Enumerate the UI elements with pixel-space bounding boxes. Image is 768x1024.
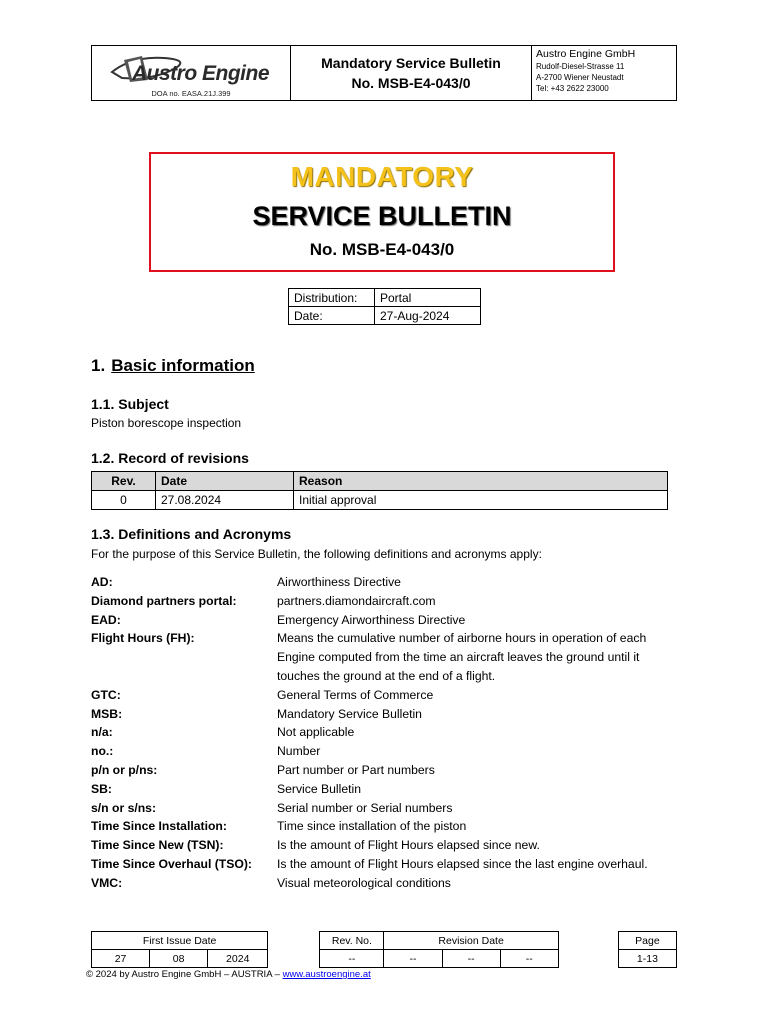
logo-cell — [92, 46, 291, 100]
subject-text: Piston borescope inspection — [91, 416, 242, 430]
list-item — [91, 629, 681, 685]
header-title-line1: Mandatory Service Bulletin — [321, 55, 501, 71]
table-header-row — [92, 472, 668, 491]
definition-text: Is the amount of Flight Hours elapsed since new. — [277, 838, 540, 853]
revision-date-label: Revision Date — [384, 932, 558, 950]
definitions-intro: For the purpose of this Service Bulletin, the following definitions and acronyms apply: — [91, 547, 542, 561]
revision-date-month: -- — [442, 950, 500, 968]
spacer-cell — [268, 950, 320, 968]
copyright-notice — [86, 969, 371, 980]
spacer-cell — [558, 932, 618, 950]
list-item — [91, 761, 681, 780]
table-cell: 0 — [92, 491, 156, 510]
doa-number: DOA no. EASA.21J.399 — [151, 89, 231, 98]
definition-term: no.: — [91, 744, 114, 759]
first-issue-year: 2024 — [208, 950, 268, 968]
definition-term: AD: — [91, 575, 113, 589]
definition-text: Mandatory Service Bulletin — [277, 706, 422, 721]
website-link[interactable]: www.austroengine.at — [282, 969, 371, 980]
section-title: Basic information — [111, 356, 255, 375]
definition-text: partners.diamondaircraft.com — [277, 593, 436, 608]
first-issue-day: 27 — [92, 950, 150, 968]
definitions-heading: 1.3. Definitions and Acronyms — [91, 526, 292, 542]
definition-term: GTC: — [91, 687, 121, 702]
column-header: Reason — [294, 472, 668, 491]
table-row — [289, 307, 481, 325]
spacer-cell — [268, 932, 320, 950]
revisions-heading: 1.2. Record of revisions — [91, 450, 249, 466]
rev-no-value: -- — [320, 950, 384, 968]
table-cell: 27.08.2024 — [156, 491, 294, 510]
definition-term: MSB: — [91, 706, 123, 721]
table-row — [289, 289, 481, 307]
list-item — [91, 611, 681, 630]
definition-term: s/n or s/ns: — [91, 800, 157, 815]
definition-term: Time Since Overhaul (TSO): — [91, 856, 252, 871]
definition-text: Airworthiness Directive — [277, 575, 401, 589]
definition-term: Time Since Installation: — [91, 819, 227, 834]
definition-term: SB: — [91, 781, 112, 796]
definition-term: VMC: — [91, 875, 123, 890]
footer-table — [91, 931, 677, 968]
table-row — [92, 932, 677, 950]
revision-date-year: -- — [500, 950, 558, 968]
banner-mandatory: MANDATORY — [290, 161, 474, 192]
definition-term: Flight Hours (FH): — [91, 631, 195, 646]
banner-service-bulletin: SERVICE BULLETIN — [252, 201, 512, 231]
first-issue-label: First Issue Date — [92, 932, 268, 950]
definition-text: Service Bulletin — [277, 781, 361, 796]
section-number: 1. — [91, 356, 106, 375]
list-item — [91, 780, 681, 799]
address-line2: A-2700 Wiener Neustadt — [536, 73, 624, 82]
definition-term: p/n or p/ns: — [91, 762, 158, 777]
list-item — [91, 742, 681, 761]
definition-term: Diamond partners portal: — [91, 593, 237, 608]
date-value: 27-Aug-2024 — [375, 307, 481, 325]
revisions-table — [91, 471, 668, 510]
table-row — [92, 950, 677, 968]
definition-text: Emergency Airworthiness Directive — [277, 612, 466, 627]
company-name: Austro Engine GmbH — [536, 48, 636, 60]
banner-number: No. MSB-E4-043/0 — [309, 240, 455, 259]
revision-date-day: -- — [384, 950, 442, 968]
definition-text: Part number or Part numbers — [277, 762, 435, 777]
list-item — [91, 874, 681, 893]
definition-term: n/a: — [91, 725, 113, 740]
column-header: Rev. — [92, 472, 156, 491]
telephone: Tel: +43 2622 23000 — [536, 84, 609, 93]
definition-text: Not applicable — [277, 725, 355, 740]
list-item — [91, 799, 681, 818]
list-item — [91, 705, 681, 724]
distribution-value: Portal — [375, 289, 481, 307]
address-line1: Rudolf-Diesel-Strasse 11 — [536, 62, 625, 71]
column-header: Date — [156, 472, 294, 491]
list-item — [91, 723, 681, 742]
spacer-cell — [558, 950, 618, 968]
page-label: Page — [618, 932, 676, 950]
date-label: Date: — [289, 307, 375, 325]
subject-heading: 1.1. Subject — [91, 396, 169, 412]
definition-text: Visual meteorological conditions — [277, 875, 451, 890]
table-row — [92, 491, 668, 510]
rev-no-label: Rev. No. — [320, 932, 384, 950]
page-value: 1-13 — [618, 950, 676, 968]
list-item — [91, 592, 681, 611]
definition-text: General Terms of Commerce — [277, 687, 434, 702]
table-cell: Initial approval — [294, 491, 668, 510]
definition-text: Serial number or Serial numbers — [277, 800, 453, 815]
list-item — [91, 817, 681, 836]
logo-text: Austro Engine — [132, 62, 270, 85]
definition-text: Is the amount of Flight Hours elapsed since the last engine overhaul. — [277, 856, 648, 871]
definitions-list — [91, 573, 681, 893]
definition-text: Means the cumulative number of airborne hours in operation of each Engine computed from the time an aircraft leaves the ground until it touches the ground at the end of a flight. — [277, 631, 647, 683]
distribution-label: Distribution: — [289, 289, 375, 307]
header-title-line2: No. MSB-E4-043/0 — [351, 75, 471, 91]
list-item — [91, 686, 681, 705]
section-heading — [91, 356, 255, 376]
distribution-table — [288, 288, 481, 325]
definition-text: Number — [277, 744, 321, 759]
header-title — [291, 46, 532, 100]
definition-term: Time Since New (TSN): — [91, 838, 224, 853]
first-issue-month: 08 — [150, 950, 208, 968]
list-item — [91, 573, 681, 592]
title-banner — [149, 152, 615, 272]
company-address — [532, 46, 676, 100]
definition-text: Time since installation of the piston — [277, 819, 467, 834]
list-item — [91, 836, 681, 855]
copyright-text: © 2024 by Austro Engine GmbH – AUSTRIA – — [86, 969, 283, 980]
definition-term: EAD: — [91, 612, 121, 627]
document-header — [91, 45, 677, 101]
list-item — [91, 855, 681, 874]
